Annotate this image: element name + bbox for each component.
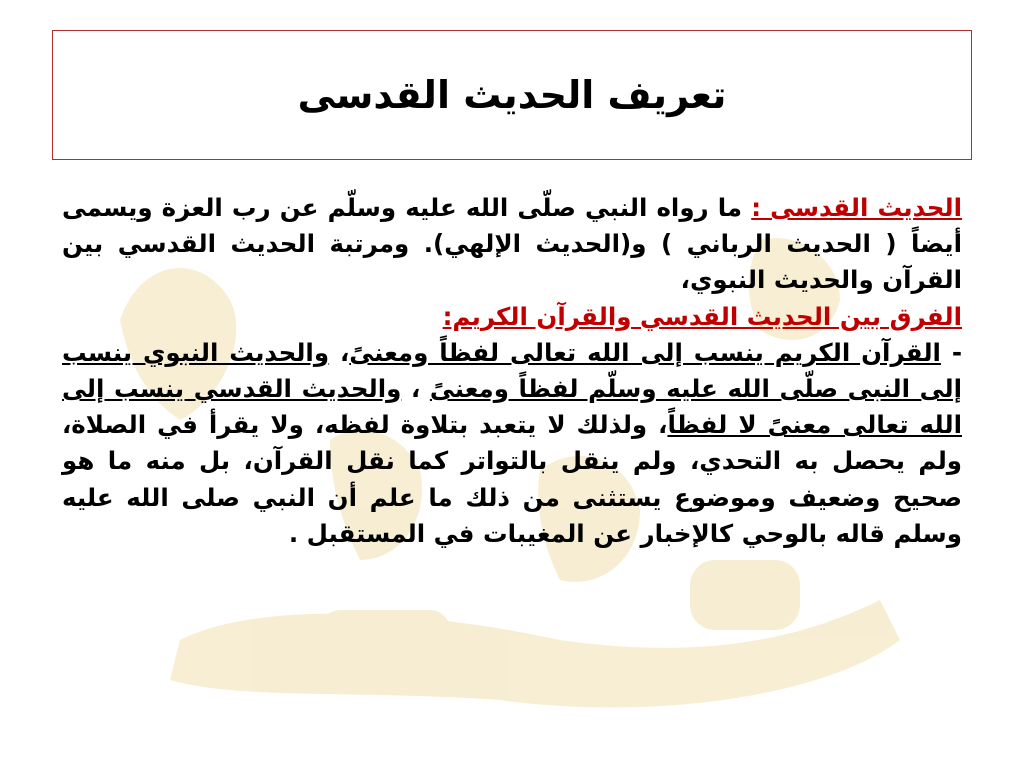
separator-1: ، <box>329 337 350 367</box>
definition-term: الحديث القدسى : <box>751 193 962 222</box>
separator-2: ، <box>401 374 430 404</box>
dash: - <box>940 337 962 367</box>
difference-heading: الفرق بين الحديث القدسي والقرآن الكريم: <box>442 301 962 331</box>
slide-title: تعريف الحديث القدسى <box>297 73 727 117</box>
quran-statement: القرآن الكريم ينسب إلى الله تعالى لفظاً ومعنىً <box>349 337 941 367</box>
definition-text: ما رواه النبي صلّى الله عليه وسلّم عن رب العزة ويسمى أيضاً ( الحديث الرباني ) و(الحديث الإلهي). ومرتبة الحديث القدسي بين القرآن والحديث النبوي، <box>62 193 962 295</box>
title-box <box>52 30 972 160</box>
qudsi-statement: والحديث القدسي ينسب إلى الله تعالى معنىً لا لفظاً <box>62 374 962 440</box>
difference-rest: ، ولذلك لا يتعبد بتلاوة لفظه، ولا يقرأ في الصلاة، ولم يحصل به التحدي، ولم ينقل بالتواتر كما نقل القرآن، بل منه ما هو صحيح وضعيف وموضوع يستثنى من ذلك ما علم أن النبي صلى الله عليه وسلم قاله بالوحي كالإخبار عن المغيبات في المستقبل . <box>62 410 962 548</box>
slide-content <box>62 190 962 552</box>
nabawi-statement: والحديث النبوي ينسب إلى النبى صلّى الله عليه وسلّم لفظاً ومعنىً <box>62 337 963 404</box>
